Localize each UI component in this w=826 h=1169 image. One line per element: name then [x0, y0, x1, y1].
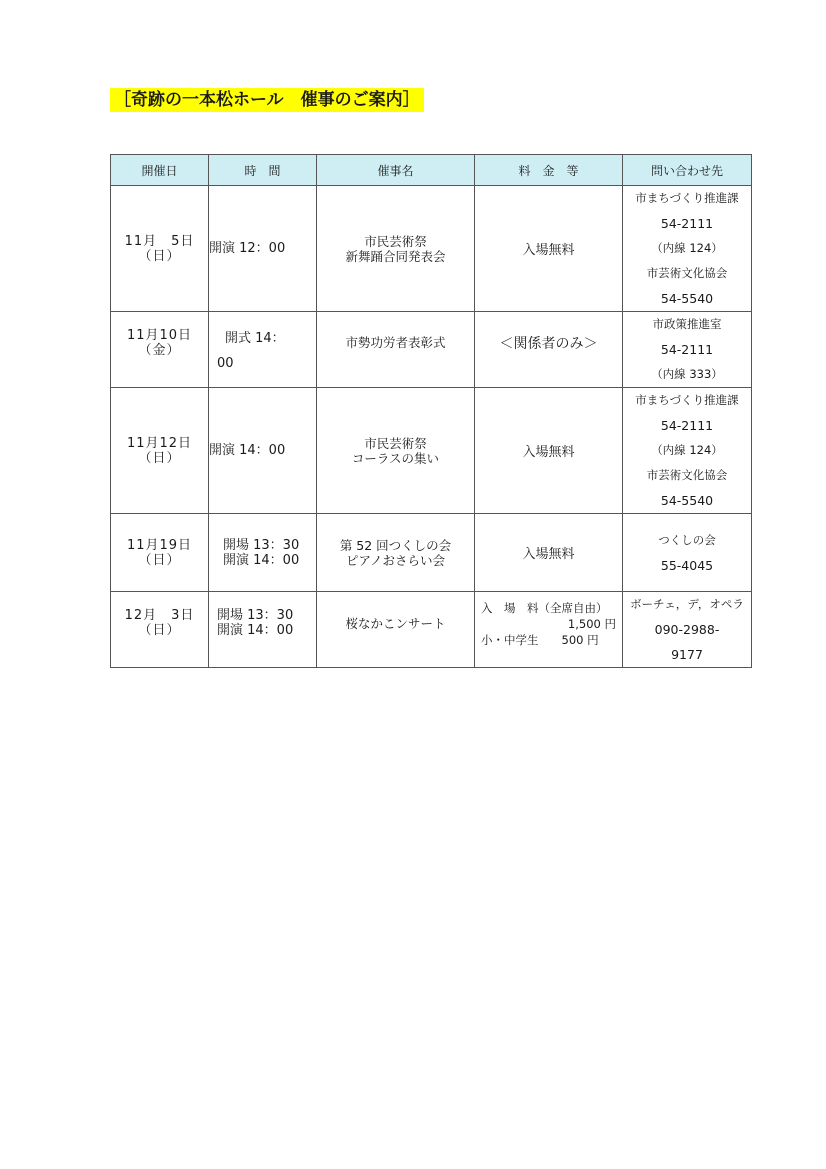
header-contact: 問い合わせ先 — [623, 155, 752, 186]
event-cell: 桜なかこンサート — [317, 592, 475, 668]
contact-cell: 市まちづくり推進課 54-2111 （内線 124） 市芸術文化協会 54-5540 — [623, 388, 752, 514]
events-table — [110, 154, 752, 668]
fee-cell: ＜関係者のみ＞ — [475, 312, 623, 388]
header-row — [111, 155, 752, 186]
contact-cell: 市政策推進室 54-2111 （内線 333） — [623, 312, 752, 388]
table-row — [111, 312, 752, 388]
event-cell: 市民芸術祭 新舞踊合同発表会 — [317, 186, 475, 312]
header-fee: 料 金 等 — [475, 155, 623, 186]
time-cell: 開演 12：00 — [209, 186, 317, 312]
fee-details: 入 場 料（全席自由） 1,500 円 小・中学生 500 円 — [481, 601, 616, 647]
date-cell: 11月10日 （金） — [111, 312, 209, 388]
event-cell: 市民芸術祭 コーラスの集い — [317, 388, 475, 514]
fee-cell: 入場無料 — [475, 388, 623, 514]
contact-cell: 市まちづくり推進課 54-2111 （内線 124） 市芸術文化協会 54-5540 — [623, 186, 752, 312]
event-cell: 第 52 回つくしの会 ピアノおさらい会 — [317, 514, 475, 592]
date-cell: 11月 5日 （日） — [111, 186, 209, 312]
page-title: ［奇跡の一本松ホール 催事のご案内］ — [110, 88, 424, 112]
fee-cell: 入場無料 — [475, 186, 623, 312]
table-row — [111, 514, 752, 592]
contact-cell: ボーチェ，デ，オペラ 090-2988- 9177 — [623, 592, 752, 668]
time-cell: 開式 14： 00 — [209, 312, 317, 388]
fee-cell — [475, 592, 623, 668]
table-row — [111, 186, 752, 312]
date-cell: 11月12日 （日） — [111, 388, 209, 514]
header-date: 開催日 — [111, 155, 209, 186]
header-event: 催事名 — [317, 155, 475, 186]
date-cell: 12月 3日 （日） — [111, 592, 209, 668]
event-cell: 市勢功労者表彰式 — [317, 312, 475, 388]
contact-cell: つくしの会 55-4045 — [623, 514, 752, 592]
header-time: 時 間 — [209, 155, 317, 186]
table-row — [111, 388, 752, 514]
date-cell: 11月19日 （日） — [111, 514, 209, 592]
time-cell: 開場 13：30 開演 14：00 — [209, 592, 317, 668]
time-cell: 開場 13：30 開演 14：00 — [209, 514, 317, 592]
time-cell: 開演 14：00 — [209, 388, 317, 514]
table-row — [111, 592, 752, 668]
fee-cell: 入場無料 — [475, 514, 623, 592]
